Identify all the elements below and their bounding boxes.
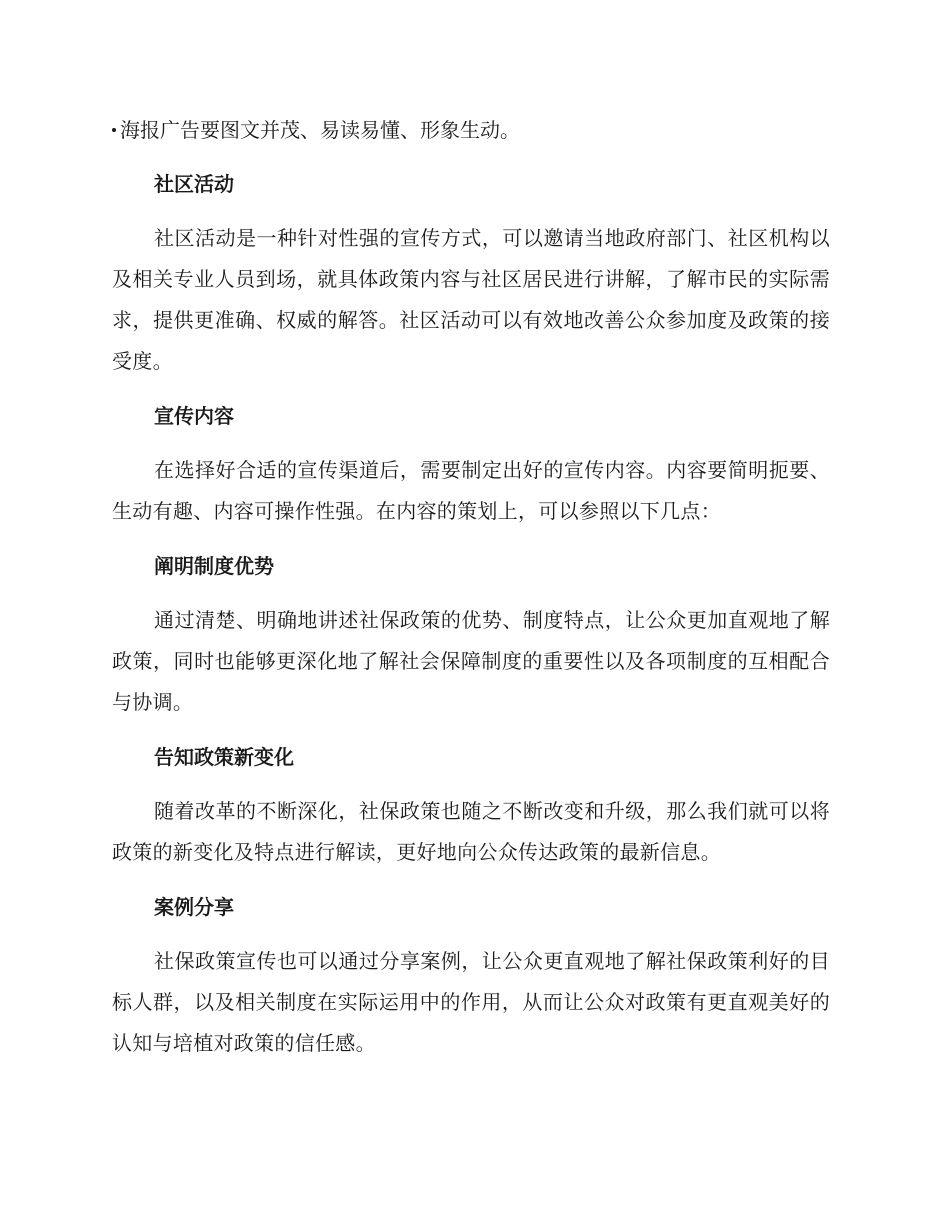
section-body-policy-changes: 随着改革的不断深化，社保政策也随之不断改变和升级，那么我们就可以将政策的新变化及特点进行解读，更好地向公众传达政策的最新信息。 <box>112 799 830 864</box>
document-page <box>112 110 830 1078</box>
section-heading-system-advantages: 阐明制度优势 <box>154 554 274 578</box>
section-heading-policy-changes: 告知政策新变化 <box>154 745 294 769</box>
bullet-dot-icon <box>112 128 116 132</box>
section-heading-case-sharing: 案例分享 <box>154 895 234 919</box>
section-body-case-sharing: 社保政策宣传也可以通过分享案例，让公众更直观地了解社保政策利好的目标人群，以及相关制度在实际运用中的作用，从而让公众对政策有更直观美好的认知与培植对政策的信任感。 <box>112 949 830 1055</box>
section-body-promotion-content: 在选择好合适的宣传渠道后，需要制定出好的宣传内容。内容要简明扼要、生动有趣、内容可操作性强。在内容的策划上，可以参照以下几点： <box>112 458 830 523</box>
section-body-community-activity: 社区活动是一种针对性强的宣传方式，可以邀请当地政府部门、社区机构以及相关专业人员到场，就具体政策内容与社区居民进行讲解，了解市民的实际需求，提供更准确、权威的解答。社区活动可以有效地改善公众参加度及政策的接受度。 <box>112 226 830 373</box>
section-heading-promotion-content: 宣传内容 <box>154 404 234 428</box>
bullet-text: 海报广告要图文并茂、易读易懂、形象生动。 <box>120 118 520 142</box>
bullet-item <box>112 110 830 150</box>
section-body-system-advantages: 通过清楚、明确地讲述社保政策的优势、制度特点，让公众更加直观地了解政策，同时也能够更深化地了解社会保障制度的重要性以及各项制度的互相配合与协调。 <box>112 608 830 714</box>
section-heading-community-activity: 社区活动 <box>154 172 234 196</box>
